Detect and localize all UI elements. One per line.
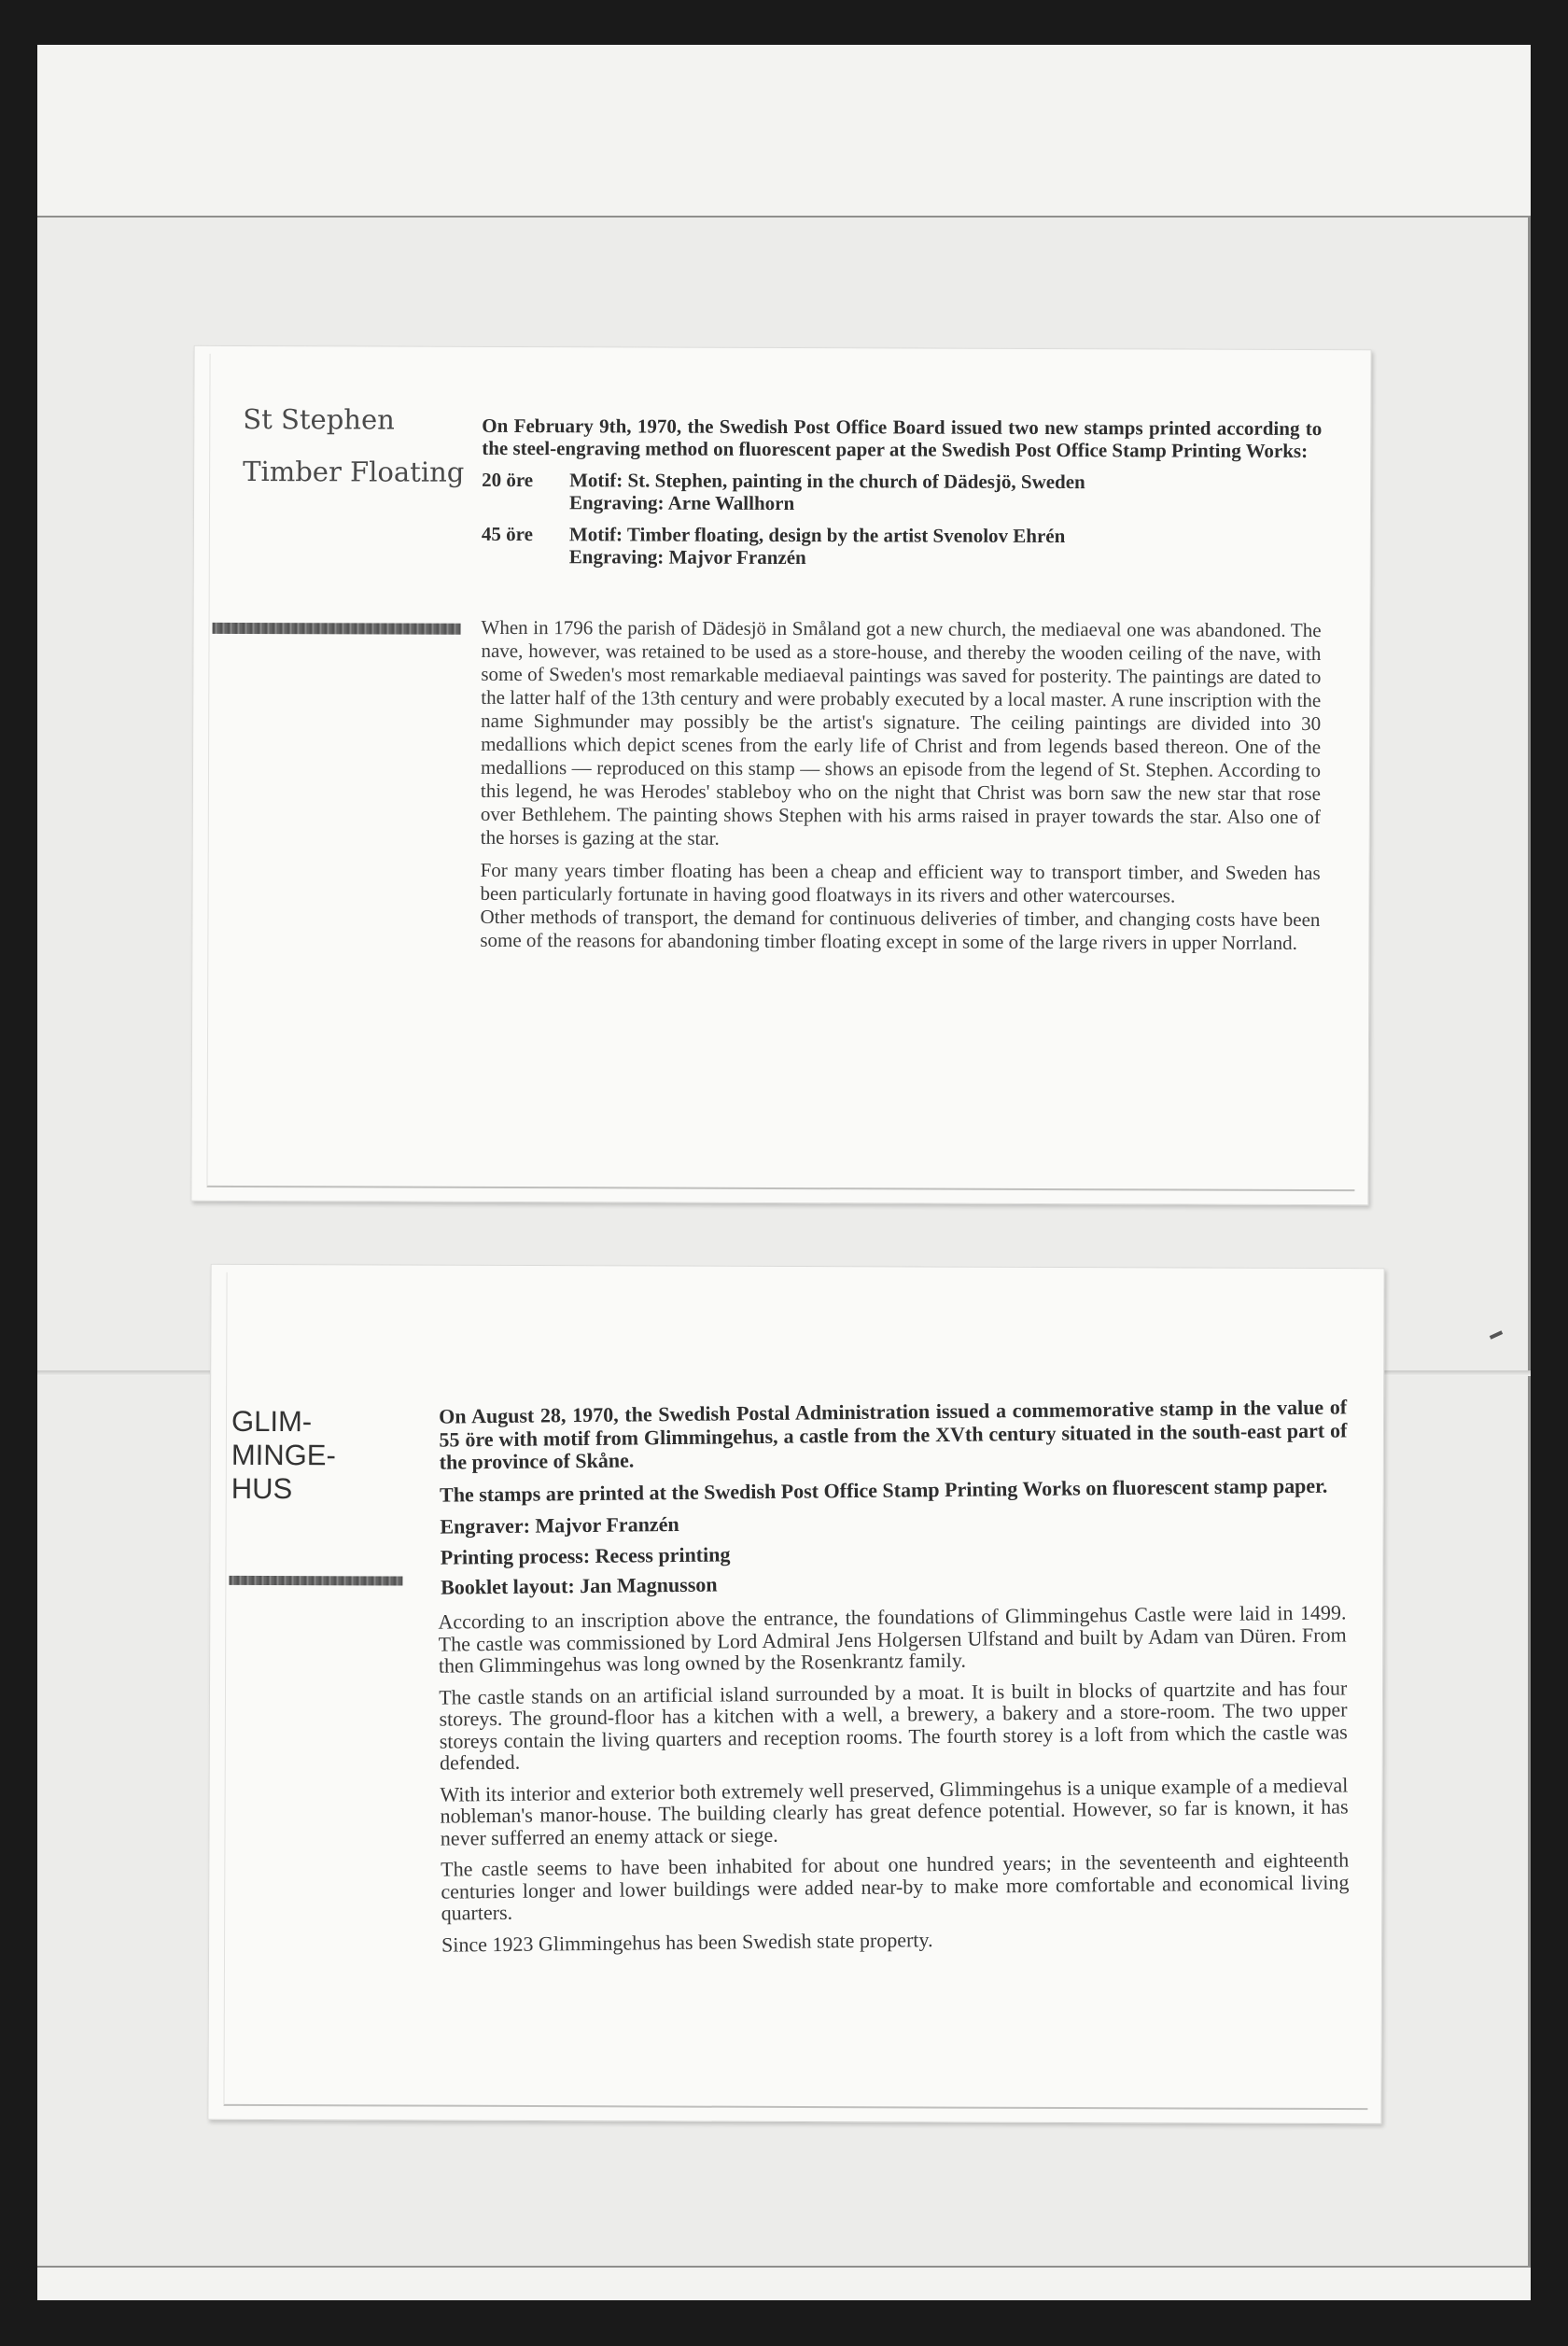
stamp-value: 45 öre bbox=[481, 522, 533, 546]
paragraph-preserved: With its interior and exterior both extremely well preserved, Glimmingehus is a unique example of a medieval nobleman's manor-house. The building clearly has great defence potential. However, so far is known, it has never sufferred an enemy attack or siege. bbox=[440, 1772, 1349, 1850]
card-titles bbox=[243, 393, 465, 499]
stamp-20-ore bbox=[482, 469, 1322, 494]
booklet-layout: Booklet layout: Jan Magnusson bbox=[440, 1572, 718, 1599]
paragraph-castle: The castle stands on an artificial island surrounded by a moat. It is built in blocks of quartzite and has four storeys. The ground-floor has a kitchen with a well, a brewery, a bakery and a store-room. The two upper storeys contain the living quarters and reception rooms. The fourth storey is a loft from which the castle was defended. bbox=[439, 1675, 1348, 1775]
stamp-value: 20 öre bbox=[482, 468, 534, 492]
paragraph-transport: Other methods of transport, the demand for continuous deliveries of timber, and changing costs have been some of the reasons for abandoning timber floating except in some of the large rivers in upper Norrland. bbox=[480, 905, 1321, 954]
description-text bbox=[480, 616, 1321, 964]
description-text bbox=[438, 1601, 1350, 1964]
stamp-issue-details bbox=[482, 414, 1323, 570]
issue-intro: On August 28, 1970, the Swedish Postal Administration issued a commemorative stamp in the value of 55 öre with motif from Glimmingehus, a castle from the XVth century situated in the south-east part of the province of Skåne. bbox=[439, 1395, 1348, 1474]
printing-works: The stamps are printed at the Swedish Post Office Stamp Printing Works on fluorescent stamp paper. bbox=[439, 1473, 1328, 1507]
paragraph-timber: For many years timber floating has been a cheap and efficient way to transport timber, and Sweden has been particularly fortunate in having good floatways in its rivers and other watercourses. bbox=[480, 858, 1321, 907]
title-line: HUS bbox=[231, 1471, 293, 1506]
stamp-engraving: Engraving: Majvor Franzén bbox=[568, 545, 806, 569]
stamp-engraving: Engraving: Arne Wallhorn bbox=[568, 491, 795, 515]
sleeve-mark bbox=[1490, 1330, 1503, 1340]
title-line: MINGE- bbox=[231, 1438, 336, 1472]
grey-divider-bar bbox=[213, 623, 461, 635]
stamp-motif: Motif: Timber floating, design by the artist Svenolov Ehrén bbox=[568, 523, 1066, 548]
paragraph-state-property: Since 1923 Glimmingehus has been Swedish state property. bbox=[441, 1927, 933, 1957]
title-timber-floating: Timber Floating bbox=[243, 455, 465, 488]
paragraph-dadesjo: When in 1796 the parish of Dädesjö in Småland got a new church, the mediaeval one was abandoned. The nave, however, was retained to be used as a store-house, and thereby the wooden ceiling of the nave, with some of Sweden's most remarkable mediaeval paintings was saved for posterity. The paintings are dated to the latter half of the 13th century and were probably executed by a local master. A rune inscription with the name Sighmunder may possibly be the artist's signature. The ceiling paintings are divided into 30 medallions which depict scenes from the early life of Christ and from legends based thereon. One of the medallions — reproduced on this stamp — shows an episode from the legend of St. Stephen. According to this legend, he was Herodes' stableboy who on the night that Christ was born saw the new star that rose over Bethlehem. The painting shows Stephen with his arms raised in prayer towards the star. Also one of the horses is gazing at the star. bbox=[480, 615, 1322, 850]
info-card-glimmingehus bbox=[207, 1264, 1384, 2124]
printing-process: Printing process: Recess printing bbox=[440, 1541, 731, 1569]
stamp-45-ore bbox=[482, 523, 1322, 548]
info-card-st-stephen bbox=[190, 345, 1371, 1205]
paragraph-inhabited: The castle seems to have been inhabited for about one hundred years; in the seventeenth and eighteenth centuries longer and lower buildings were added near-by to make more comfortable and economical living quarters. bbox=[441, 1847, 1350, 1925]
stamp-motif: Motif: St. Stephen, painting in the church of Dädesjö, Sweden bbox=[569, 469, 1085, 494]
stamp-45-ore-engraving bbox=[482, 545, 1322, 570]
album-page bbox=[37, 45, 1531, 2300]
stamp-20-ore-engraving bbox=[482, 491, 1322, 516]
issue-intro: On February 9th, 1970, the Swedish Post Office Board issued two new stamps printed according to the steel-engraving method on fluorescent paper at the Swedish Post Office Stamp Printing Works: bbox=[482, 414, 1323, 462]
title-line: GLIM- bbox=[231, 1404, 313, 1439]
engraver: Engraver: Majvor Franzén bbox=[440, 1511, 679, 1538]
paragraph-inscription: According to an inscription above the entrance, the foundations of Glimmingehus Castle were laid in 1499. The castle was commissioned by Lord Admiral Jens Holgersen Ulfstand and built by Adam van Düren. From then Glimmingehus was long owned by the Rosenkrantz family. bbox=[438, 1600, 1347, 1678]
stamp-issue-details bbox=[439, 1396, 1349, 1607]
grey-divider-bar bbox=[229, 1576, 402, 1586]
title-st-stephen: St Stephen bbox=[243, 402, 395, 436]
card-title-glimmingehus bbox=[231, 1405, 336, 1506]
